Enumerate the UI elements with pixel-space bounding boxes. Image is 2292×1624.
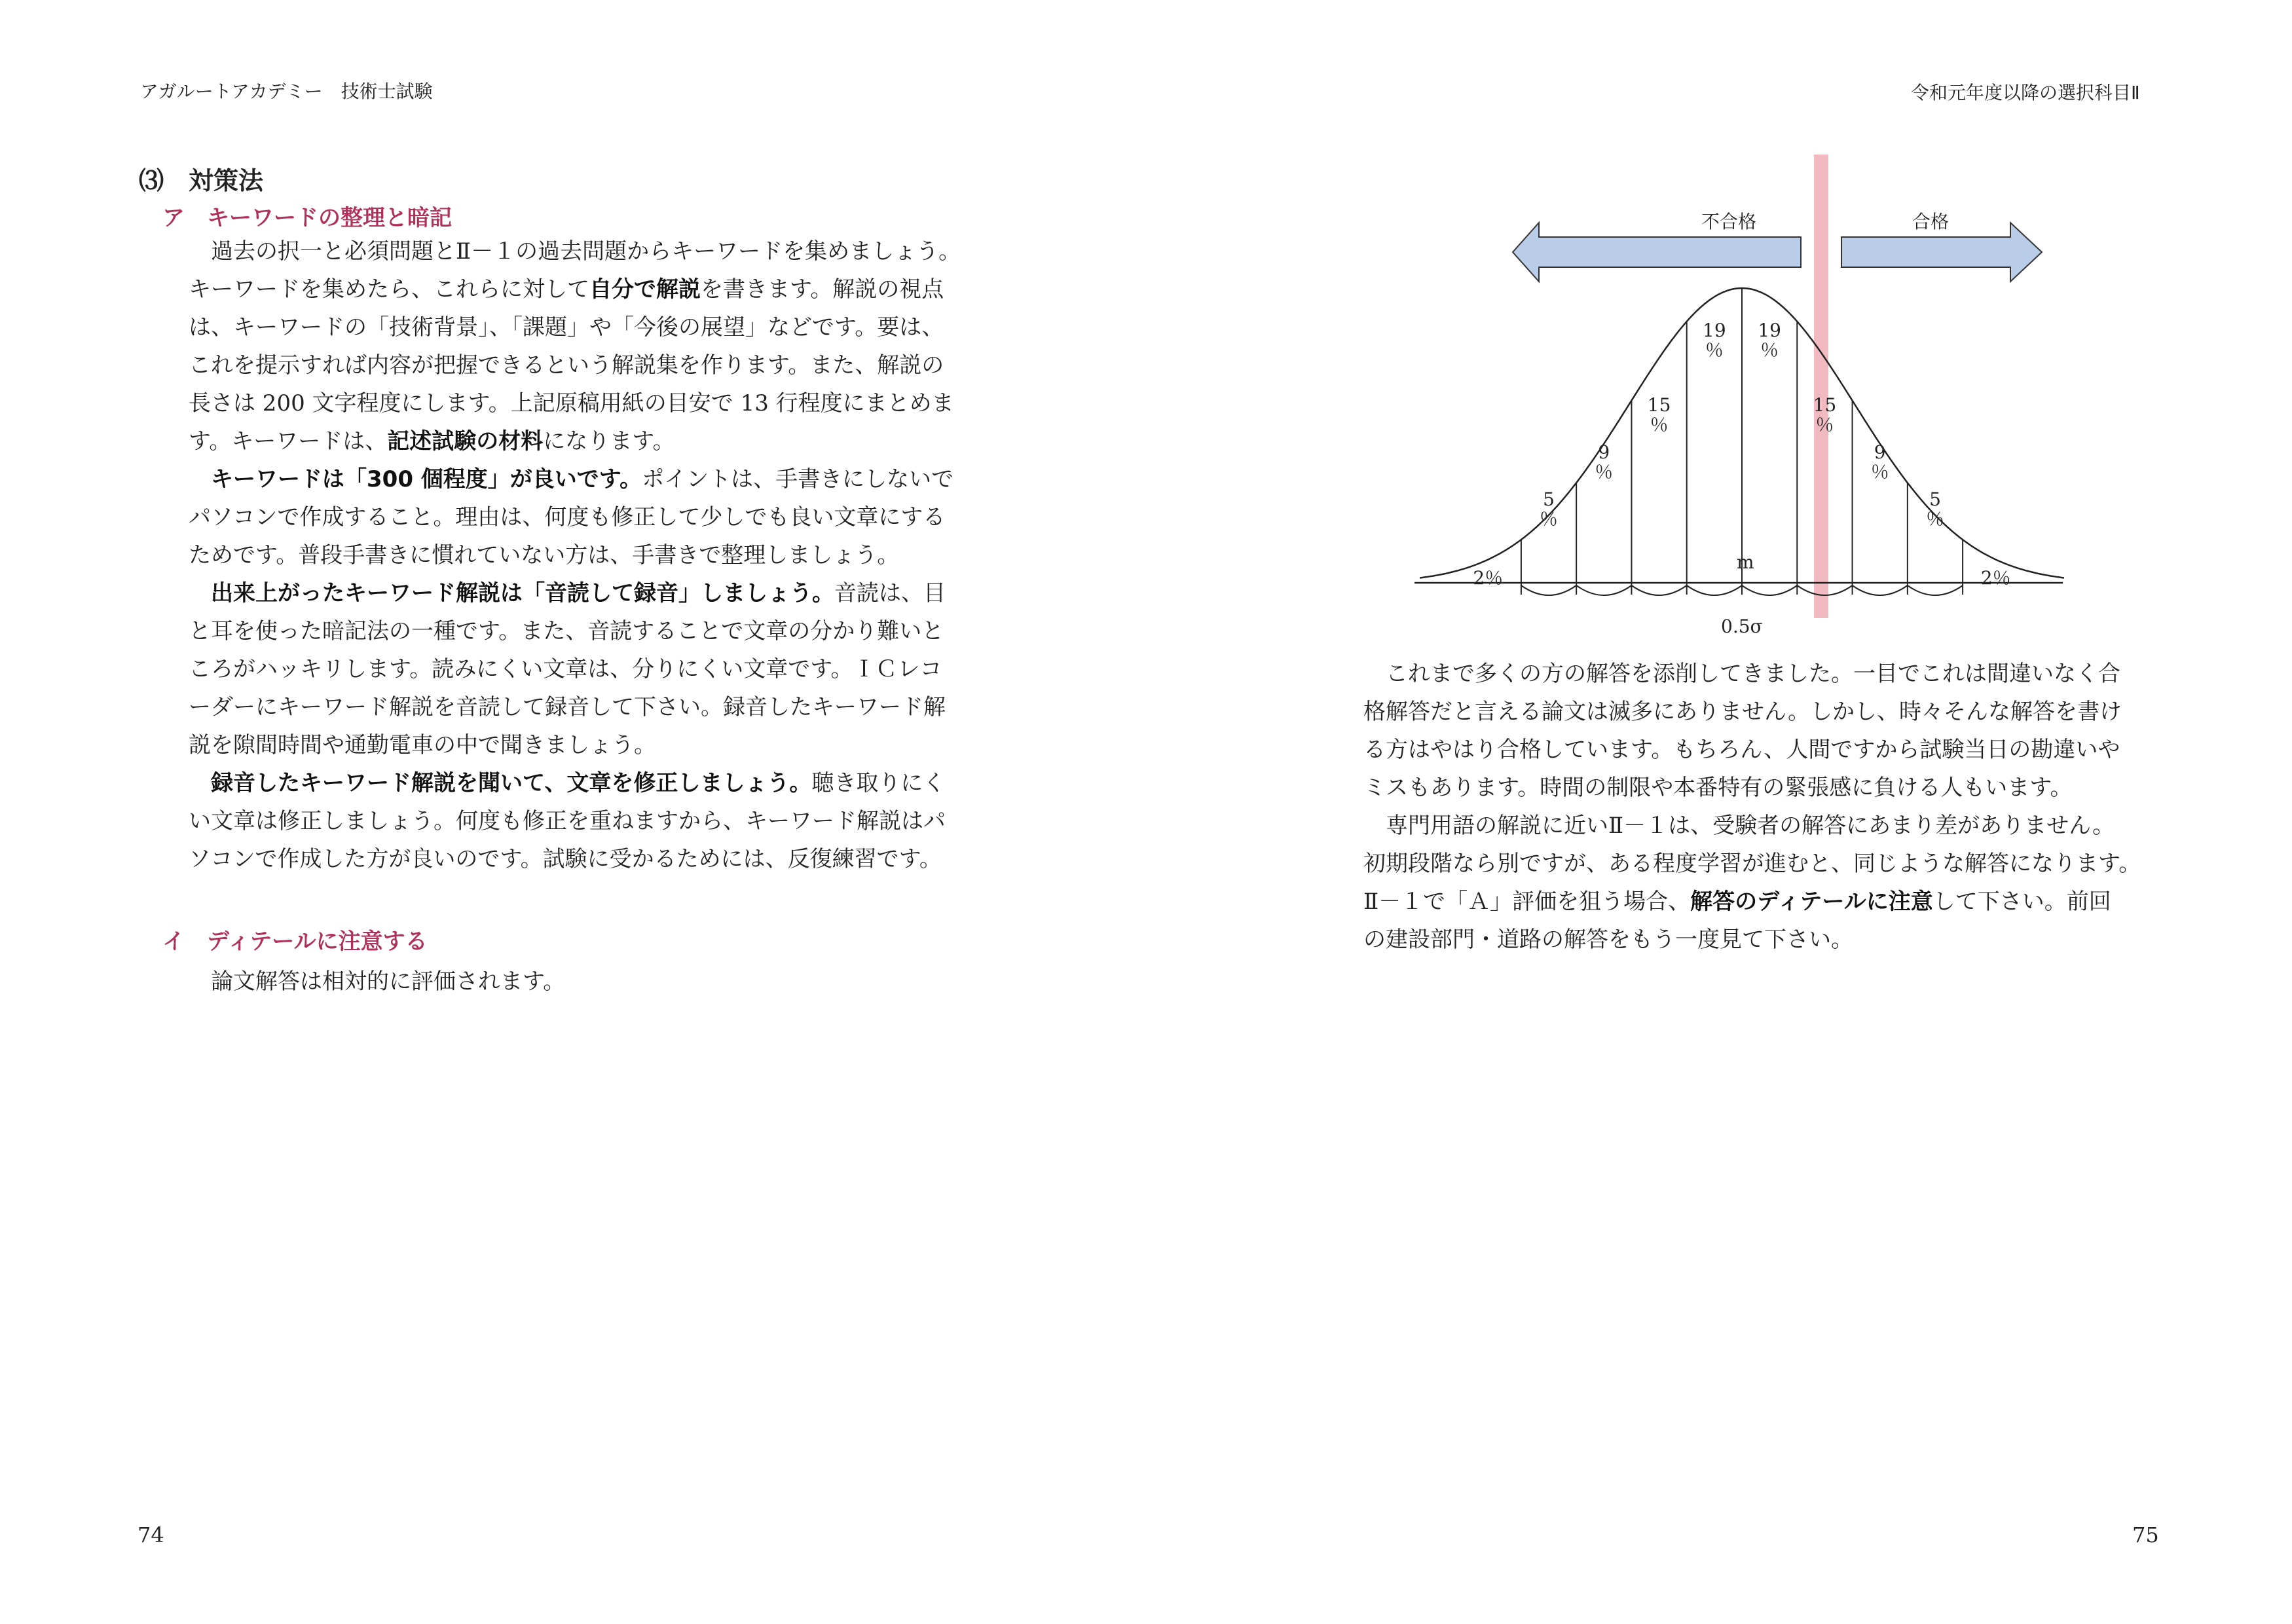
body-text (189, 770, 211, 796)
text-line (189, 270, 961, 308)
band-label: 9 (1874, 441, 1886, 463)
emphasis-text: 解答のディテールに注意 (1690, 889, 1933, 915)
emphasis-text: 出来上がったキーワード解説は「音読して録音」しましょう。 (211, 580, 834, 606)
text-line (189, 384, 961, 422)
section-heading: ⑶ 対策法 (139, 166, 264, 195)
band-label: ％ (1760, 339, 1779, 361)
band-label: ％ (1595, 461, 1614, 483)
body-text: 過去の択一と必須問題とⅡ－１の過去問題からキーワードを集めましょう。 (189, 238, 961, 265)
mean-label: m (1737, 551, 1754, 573)
text-line (1363, 921, 2141, 959)
band-label: 9 (1598, 441, 1610, 463)
body-text: 音読は、目 (834, 580, 946, 606)
band-bottom-arc (1521, 585, 1576, 595)
body-text: ころがハッキリします。読みにくい文章は、分りにくい文章です。ＩＣレコ (189, 656, 942, 682)
emphasis-text: キーワードは「300 個程度」が良いです。 (211, 466, 642, 492)
body-text: ミスもあります。時間の制限や本番特有の緊張感に負ける人もいます。 (1363, 775, 2073, 801)
body-text: ためです。普段手書きに慣れていない方は、手書きで整理しましょう。 (189, 542, 900, 568)
band-label: 2％ (1473, 567, 1504, 589)
section-b-body: 論文解答は相対的に評価されます。 (189, 969, 566, 995)
pass-threshold-bar (1814, 155, 1828, 618)
text-line (189, 650, 961, 688)
text-line (1363, 693, 2141, 731)
band-label: ％ (1870, 461, 1889, 483)
band-bottom-arc (1687, 585, 1742, 595)
band-label: 15 (1647, 394, 1671, 416)
running-header-right: 令和元年度以降の選択科目Ⅱ (1911, 82, 2140, 103)
text-line (1363, 845, 2141, 883)
body-text: は、キーワードの「技術背景」、「課題」や「今後の展望」などです。要は、 (189, 314, 944, 341)
body-text: これを提示すれば内容が把握できるという解説集を作ります。また、解説の (189, 352, 944, 378)
band-label: 19 (1703, 320, 1726, 341)
text-line (1363, 769, 2141, 807)
body-text: 聴き取りにく (811, 770, 946, 796)
page-number-right: 75 (2132, 1522, 2159, 1547)
band-bottom-arc (1576, 585, 1631, 595)
text-line (189, 688, 961, 726)
body-text: ーダーにキーワード解説を音読して録音して下さい。録音したキーワード解 (189, 694, 946, 720)
text-line (189, 232, 961, 270)
band-label: ％ (1540, 508, 1559, 530)
text-line (189, 422, 961, 460)
band-label: 5 (1543, 489, 1555, 510)
text-line (189, 574, 961, 612)
band-label: 15 (1813, 394, 1837, 416)
fail-label: 不合格 (1701, 211, 1757, 232)
body-text: ポイントは、手書きにしないで (642, 466, 954, 492)
x-axis-label: 0.5σ (1721, 616, 1763, 637)
right-body (1363, 655, 2141, 959)
text-line (1363, 807, 2141, 845)
pass-label: 合格 (1912, 211, 1950, 232)
text-line (189, 460, 961, 498)
text-line (189, 840, 961, 878)
text-line (189, 308, 961, 346)
body-text: 初期段階なら別ですが、ある程度学習が進むと、同じような解答になります。 (1363, 851, 2141, 877)
text-line (189, 346, 961, 384)
body-text: る方はやはり合格しています。もちろん、人間ですから試験当日の勘違いや (1363, 737, 2120, 763)
body-text: キーワードを集めたら、これらに対して (189, 276, 589, 303)
text-line (189, 536, 961, 574)
body-text: す。キーワードは、 (189, 428, 388, 454)
band-label: ％ (1815, 414, 1834, 435)
body-text: ソコンで作成した方が良いのです。試験に受かるためには、反復練習です。 (189, 846, 942, 872)
band-bottom-arc (1742, 585, 1797, 595)
body-text (189, 466, 211, 492)
running-header-left: アガルートアカデミー 技術士試験 (140, 81, 433, 102)
subsection-b-title: イ ディテールに注意する (162, 929, 428, 955)
body-text: して下さい。前回 (1932, 889, 2111, 915)
section-a-body (189, 232, 961, 878)
text-line (189, 726, 961, 764)
body-text: を書きます。解説の視点 (701, 276, 944, 303)
band-label: ％ (1925, 508, 1944, 530)
band-bottom-arc (1631, 585, 1686, 595)
body-text: 専門用語の解説に近いⅡ－１は、受験者の解答にあまり差がありません。 (1363, 813, 2115, 839)
text-line (1363, 731, 2141, 769)
band-label: 2％ (1980, 567, 2011, 589)
bell-curve-group (1414, 288, 2064, 595)
band-bottom-arc (1908, 585, 1963, 595)
body-text: パソコンで作成すること。理由は、何度も修正して少しでも良い文章にする (189, 504, 946, 530)
band-label: ％ (1650, 414, 1669, 435)
subsection-a-title: ア キーワードの整理と暗記 (162, 205, 452, 231)
body-text: Ⅱ－１で「Ａ」評価を狙う場合、 (1363, 889, 1691, 915)
text-line (1363, 883, 2141, 921)
text-line (189, 802, 961, 840)
body-text: 格解答だと言える論文は滅多にありません。しかし、時々そんな解答を書け (1363, 699, 2122, 725)
body-text: の建設部門・道路の解答をもう一度見て下さい。 (1363, 927, 1853, 953)
page-number-left: 74 (138, 1522, 164, 1547)
body-text (189, 580, 211, 606)
body-text: になります。 (543, 428, 675, 454)
text-line (189, 764, 961, 802)
band-label: ％ (1705, 339, 1724, 361)
fail-arrow (1513, 223, 1801, 282)
body-text: 説を隙間時間や通勤電車の中で聞きましょう。 (189, 732, 656, 758)
body-text: これまで多くの方の解答を添削してきました。一目でこれは間違いなく合 (1363, 661, 2120, 687)
emphasis-text: 自分で解説 (589, 276, 701, 303)
body-text: と耳を使った暗記法の一種です。また、音読することで文章の分かり難いと (189, 618, 944, 644)
text-line (189, 498, 961, 536)
emphasis-text: 録音したキーワード解説を聞いて、文章を修正しましょう。 (211, 770, 812, 796)
body-text: 長さは 200 文字程度にします。上記原稿用紙の目安で 13 行程度にまとめま (189, 390, 954, 416)
pass-fail-distribution-chart (1408, 144, 2069, 655)
band-bottom-arc (1853, 585, 1908, 595)
text-line (189, 612, 961, 650)
band-label: 19 (1758, 320, 1781, 341)
text-line (1363, 655, 2141, 693)
emphasis-text: 記述試験の材料 (387, 428, 544, 454)
body-text: い文章は修正しましょう。何度も修正を重ねますから、キーワード解説はパ (189, 808, 946, 834)
band-label: 5 (1929, 489, 1941, 510)
